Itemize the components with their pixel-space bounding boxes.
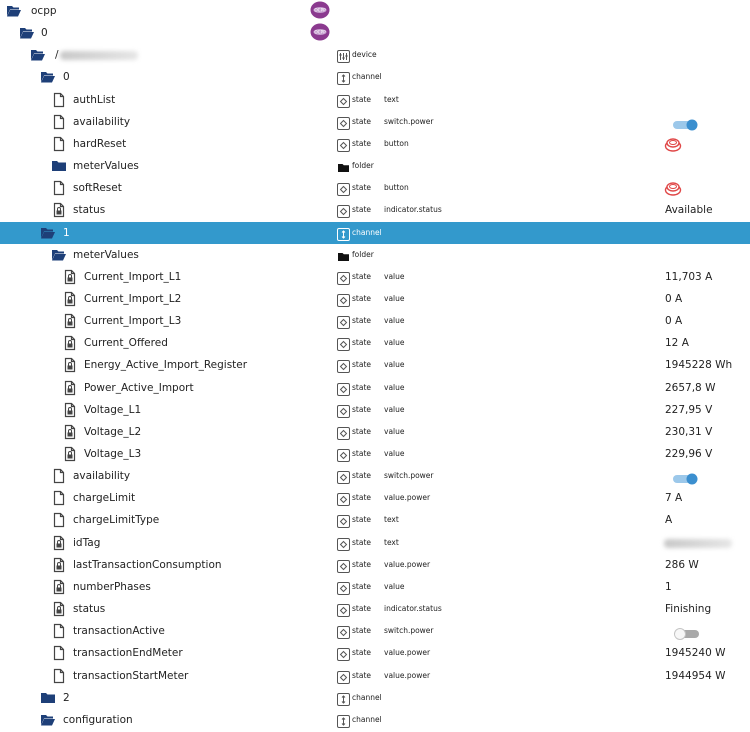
- tree-row[interactable]: [0, 554, 750, 576]
- tree-row[interactable]: [0, 487, 750, 509]
- object-role: text: [384, 515, 399, 525]
- state-type-icon: [337, 137, 350, 150]
- tree-row[interactable]: [0, 377, 750, 399]
- object-type-label: state: [352, 493, 371, 503]
- tree-item-name: 1: [63, 226, 70, 239]
- object-type-label: state: [352, 138, 371, 148]
- state-type-icon: [337, 314, 350, 327]
- toggle-switch-on[interactable]: [672, 116, 700, 128]
- state-type-icon: [337, 669, 350, 682]
- state-type-icon: [337, 403, 350, 416]
- file-icon: [51, 180, 67, 196]
- object-role: value.power: [384, 648, 431, 658]
- file-icon: [51, 623, 67, 639]
- object-role: value: [384, 449, 405, 458]
- object-type-label: folder: [352, 161, 374, 171]
- tree-row[interactable]: [0, 177, 750, 199]
- folder-type-icon: [337, 159, 350, 172]
- tree-item-name: availability: [73, 115, 131, 128]
- object-role: value: [384, 426, 405, 436]
- object-type-label: state: [352, 360, 371, 370]
- tree-item-name: configuration: [63, 713, 133, 726]
- tree-row[interactable]: [0, 642, 750, 664]
- tree-item-name: transactionActive: [73, 625, 165, 638]
- object-type-label: state: [352, 515, 371, 525]
- toggle-switch-off[interactable]: [672, 625, 700, 637]
- locked-file-icon: [51, 202, 67, 218]
- state-value: 227,95 V: [665, 403, 713, 416]
- object-type-label: state: [352, 449, 371, 458]
- state-type-icon: [337, 336, 350, 349]
- locked-file-icon: [51, 557, 67, 573]
- channel-type-icon: [337, 691, 350, 704]
- tree-item-name: ocpp: [31, 5, 57, 17]
- object-role: button: [384, 183, 409, 193]
- file-icon: [51, 468, 67, 484]
- locked-file-icon: [51, 535, 67, 551]
- tree-item-name: Voltage_L1: [84, 403, 142, 416]
- tree-row[interactable]: [0, 89, 750, 111]
- state-type-icon: [337, 602, 350, 615]
- object-role: value: [384, 338, 405, 348]
- state-value: 1944954 W: [665, 669, 726, 682]
- folder-open-icon: [51, 247, 67, 263]
- object-role: value: [384, 404, 405, 414]
- object-type-label: state: [352, 271, 371, 281]
- channel-type-icon: [337, 226, 350, 239]
- folder-open-icon: [19, 25, 35, 41]
- object-type-label: channel: [352, 72, 382, 82]
- locked-file-icon: [62, 313, 78, 329]
- object-role: indicator.status: [384, 205, 442, 215]
- state-type-icon: [337, 646, 350, 659]
- state-value: 11,703 A: [665, 270, 713, 283]
- folder-open-icon: [6, 3, 22, 19]
- object-type-label: channel: [352, 714, 382, 724]
- state-value: Available: [665, 204, 713, 217]
- object-role: value: [384, 382, 405, 392]
- tree-item-name: Current_Import_L3: [84, 315, 182, 328]
- tree-item-name: softReset: [73, 182, 122, 195]
- object-type-label: channel: [352, 692, 382, 702]
- tree-item-name: chargeLimitType: [73, 514, 160, 527]
- object-role: value.power: [384, 493, 431, 503]
- locked-file-icon: [51, 579, 67, 595]
- svg-text:OCPP: OCPP: [314, 7, 326, 13]
- locked-file-icon: [62, 335, 78, 351]
- tree-row[interactable]: [0, 687, 750, 709]
- device-type-icon: [337, 48, 350, 61]
- object-role: value.power: [384, 559, 431, 569]
- tree-row[interactable]: [0, 310, 750, 332]
- tree-item-name: Energy_Active_Import_Register: [84, 359, 248, 372]
- state-type-icon: [337, 115, 350, 128]
- tree-row[interactable]: [0, 465, 750, 487]
- locked-file-icon: [62, 380, 78, 396]
- object-type-label: state: [352, 382, 371, 392]
- tree-item-name: transactionStartMeter: [73, 669, 189, 682]
- tree-item-name: chargeLimit: [73, 492, 136, 505]
- adapter-logo-icon: [310, 1, 330, 19]
- tree-item-name: Current_Offered: [84, 337, 168, 350]
- state-type-icon: [337, 447, 350, 460]
- object-type-label: state: [352, 604, 371, 614]
- tree-item-name: meterValues: [73, 160, 139, 173]
- tree-row[interactable]: [0, 576, 750, 598]
- channel-type-icon: [337, 713, 350, 726]
- state-type-icon: [337, 381, 350, 394]
- tree-item-name: authList: [73, 93, 116, 106]
- tree-row[interactable]: [0, 443, 750, 465]
- tree-item-name: transactionEndMeter: [73, 647, 183, 660]
- tree-row[interactable]: [0, 332, 750, 354]
- tree-item-name: status: [73, 204, 106, 217]
- object-role: value: [384, 581, 405, 591]
- locked-file-icon: [62, 357, 78, 373]
- file-icon: [51, 114, 67, 130]
- tree-item-name: 0: [41, 27, 48, 40]
- tree-item-name: numberPhases: [73, 580, 151, 593]
- redacted-value: [664, 539, 732, 548]
- tree-item-name: Voltage_L2: [84, 425, 142, 438]
- object-type-label: state: [352, 559, 371, 569]
- state-value: Finishing: [665, 603, 712, 616]
- object-type-label: state: [352, 338, 371, 348]
- state-value: 7 A: [665, 492, 683, 505]
- object-type-label: state: [352, 116, 371, 126]
- push-button-icon[interactable]: [664, 135, 682, 153]
- object-type-label: device: [352, 50, 377, 60]
- tree-row[interactable]: [0, 709, 750, 731]
- object-role: text: [384, 94, 399, 104]
- file-icon: [51, 512, 67, 528]
- state-type-icon: [337, 358, 350, 371]
- object-role: value: [384, 316, 405, 326]
- tree-item-name: lastTransactionConsumption: [73, 558, 222, 571]
- object-type-label: state: [352, 670, 371, 680]
- state-type-icon: [337, 292, 350, 305]
- tree-row[interactable]: [0, 44, 750, 66]
- tree-row[interactable]: [0, 222, 750, 244]
- object-role: text: [384, 537, 399, 547]
- toggle-switch-on[interactable]: [672, 470, 700, 482]
- object-type-label: state: [352, 205, 371, 215]
- push-button-icon[interactable]: [664, 179, 682, 197]
- state-value: 0 A: [665, 315, 683, 328]
- state-value: 229,96 V: [665, 448, 713, 460]
- object-role: value: [384, 293, 405, 303]
- state-type-icon: [337, 624, 350, 637]
- tree-item-name: idTag: [73, 536, 101, 549]
- object-role: value.power: [384, 670, 431, 680]
- object-type-label: state: [352, 626, 371, 636]
- object-role: indicator.status: [384, 604, 442, 614]
- object-type-label: state: [352, 581, 371, 591]
- tree-row[interactable]: [0, 620, 750, 642]
- tree-row[interactable]: [0, 66, 750, 88]
- tree-row[interactable]: [0, 244, 750, 266]
- tree-row[interactable]: [0, 354, 750, 376]
- object-type-label: state: [352, 183, 371, 193]
- tree-row[interactable]: [0, 288, 750, 310]
- state-type-icon: [337, 580, 350, 593]
- object-type-label: state: [352, 648, 371, 658]
- tree-row[interactable]: [0, 111, 750, 133]
- tree-item-name: /: [55, 49, 59, 62]
- object-type-label: state: [352, 537, 371, 547]
- locked-file-icon: [62, 291, 78, 307]
- tree-row[interactable]: [0, 0, 750, 22]
- tree-item-name: 2: [63, 691, 70, 704]
- folder-type-icon: [337, 248, 350, 261]
- tree-row[interactable]: [0, 598, 750, 620]
- tree-row[interactable]: [0, 399, 750, 421]
- state-value: 286 W: [665, 558, 699, 571]
- state-value: A: [665, 514, 673, 527]
- svg-text:OCPP: OCPP: [314, 29, 326, 35]
- state-value: 12 A: [665, 337, 689, 350]
- tree-row[interactable]: [0, 665, 750, 687]
- tree-item-name: Current_Import_L1: [84, 270, 182, 283]
- tree-item-name: Power_Active_Import: [84, 381, 194, 394]
- state-type-icon: [337, 513, 350, 526]
- file-icon: [51, 92, 67, 108]
- tree-item-name: status: [73, 603, 106, 616]
- tree-item-name: Current_Import_L2: [84, 292, 182, 305]
- state-value: 1: [665, 580, 672, 593]
- tree-item-name: Voltage_L3: [84, 448, 142, 460]
- state-type-icon: [337, 203, 350, 216]
- state-type-icon: [337, 536, 350, 549]
- object-type-label: state: [352, 293, 371, 303]
- tree-row[interactable]: [0, 22, 750, 44]
- object-type-label: folder: [352, 249, 374, 259]
- file-icon: [51, 668, 67, 684]
- locked-file-icon: [62, 446, 78, 462]
- adapter-logo-icon: [310, 23, 330, 41]
- file-icon: [51, 490, 67, 506]
- state-value: 0 A: [665, 292, 683, 305]
- redacted-name: [60, 51, 138, 60]
- locked-file-icon: [62, 269, 78, 285]
- object-type-label: channel: [352, 227, 382, 237]
- tree-row[interactable]: [0, 266, 750, 288]
- folder-open-icon: [40, 712, 56, 728]
- state-value: 2657,8 W: [665, 381, 716, 394]
- tree-row[interactable]: [0, 421, 750, 443]
- folder-open-icon: [30, 47, 46, 63]
- object-type-label: state: [352, 316, 371, 326]
- state-type-icon: [337, 270, 350, 283]
- file-icon: [51, 136, 67, 152]
- folder-open-icon: [40, 225, 56, 241]
- state-value: 1945240 W: [665, 647, 726, 660]
- object-role: button: [384, 138, 409, 148]
- locked-file-icon: [62, 402, 78, 418]
- tree-item-name: availability: [73, 470, 131, 483]
- state-type-icon: [337, 181, 350, 194]
- file-icon: [51, 645, 67, 661]
- tree-row[interactable]: [0, 155, 750, 177]
- object-role: switch.power: [384, 116, 434, 126]
- locked-file-icon: [51, 601, 67, 617]
- object-role: switch.power: [384, 626, 434, 636]
- state-type-icon: [337, 469, 350, 482]
- state-value: 1945228 Wh: [665, 359, 733, 372]
- state-type-icon: [337, 425, 350, 438]
- tree-row[interactable]: [0, 532, 750, 554]
- tree-item-name: meterValues: [73, 248, 139, 261]
- object-role: switch.power: [384, 471, 434, 481]
- state-type-icon: [337, 93, 350, 106]
- object-role: value: [384, 360, 405, 370]
- tree-item-name: hardReset: [73, 137, 127, 150]
- folder-closed-icon: [51, 158, 67, 174]
- locked-file-icon: [62, 424, 78, 440]
- object-type-label: state: [352, 426, 371, 436]
- tree-row[interactable]: [0, 199, 750, 221]
- tree-item-name: 0: [63, 71, 70, 84]
- folder-open-icon: [40, 69, 56, 85]
- channel-type-icon: [337, 70, 350, 83]
- tree-row[interactable]: [0, 509, 750, 531]
- state-type-icon: [337, 558, 350, 571]
- state-value: 230,31 V: [665, 425, 713, 438]
- tree-row[interactable]: [0, 133, 750, 155]
- object-type-label: state: [352, 471, 371, 481]
- state-type-icon: [337, 491, 350, 504]
- object-type-label: state: [352, 404, 371, 414]
- object-type-label: state: [352, 94, 371, 104]
- object-role: value: [384, 271, 405, 281]
- folder-closed-icon: [40, 690, 56, 706]
